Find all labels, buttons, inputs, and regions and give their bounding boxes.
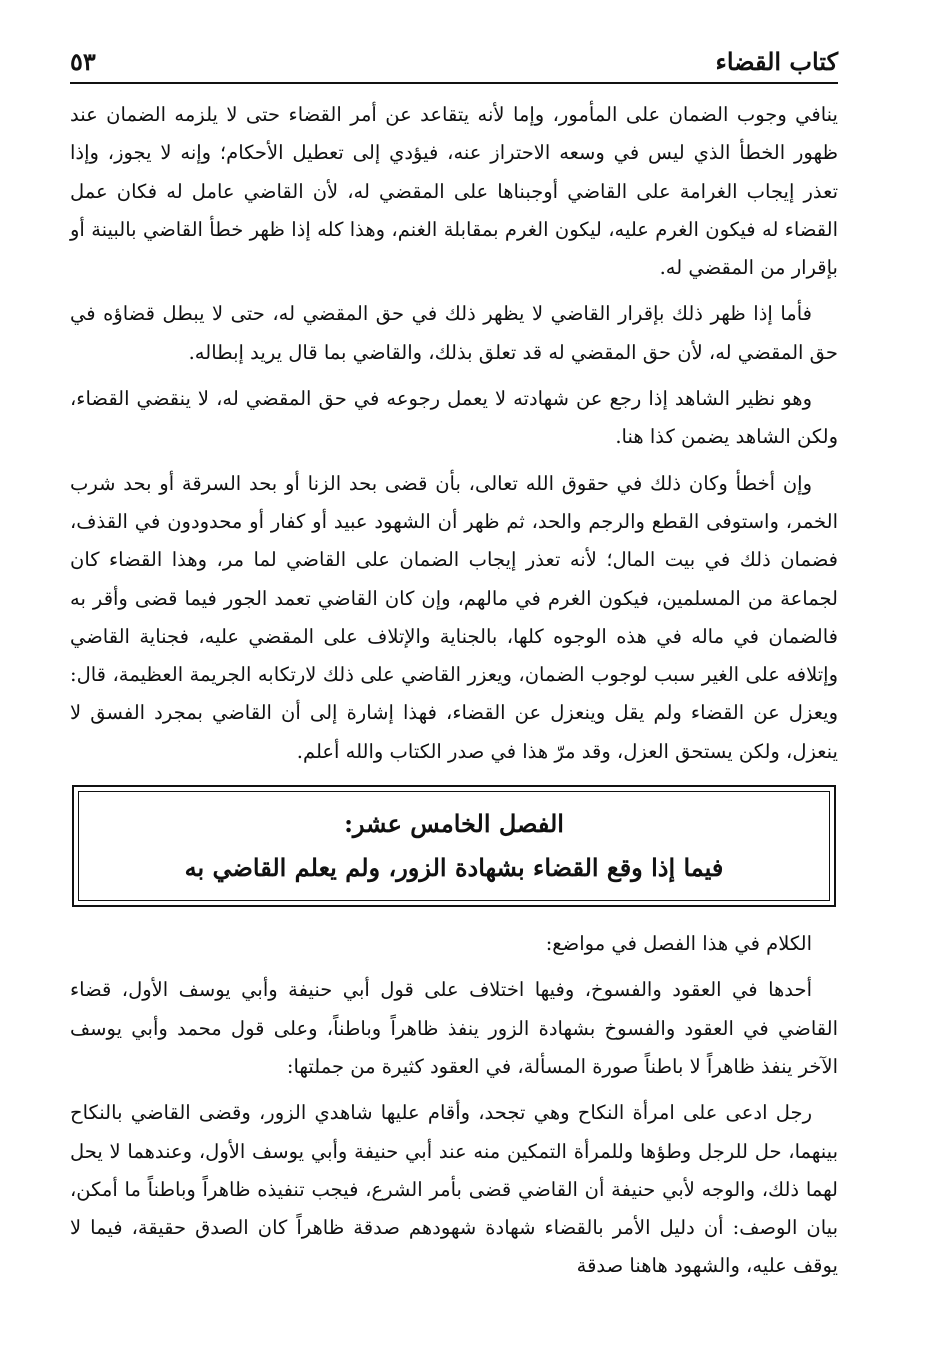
paragraph: أحدها في العقود والفسوخ، وفيها اختلاف على قول أبي حنيفة وأبي يوسف الأول، قضاء القاضي في العقود والفسوخ بشهادة الزور ينفذ ظاهراً وباطناً، وعلى قول محمد وأبي يوسف الآخر ينفذ ظاهراً لا باطناً صورة المسألة، في العقود كثيرة من جملتها: [70,978,838,1078]
page-number: ٥٣ [70,47,96,76]
page-header [70,30,838,84]
paragraph: وإن أخطأ وكان ذلك في حقوق الله تعالى، بأن قضى بحد الزنا أو بحد السرقة أو بحد شرب الخمر، واستوفى القطع والرجم والحد، ثم ظهر أن الشهود عبيد أو كفار أو محدودون في القذف، فضمان ذلك في بيت المال؛ لأنه تعذر إيجاب الضمان على القاضي لما مر، وهذا القضاء كان لجماعة من المسلمين، فيكون الغرم في مالهم، وإن كان القاضي تعمد الجور فيما قضى وأقر به فالضمان في ماله في هذه الوجوه كلها، بالجناية والإتلاف على المقضي عليه، فجناية القاضي وإتلافه على الغير سبب لوجوب الضمان، ويعزر القاضي على ذلك لارتكابه الجريمة العظيمة، قال: ويعزل عن القضاء ولم يقل وينعزل عن القضاء، فهذا إشارة إلى أن القاضي بمجرد الفسق لا ينعزل، ولكن يستحق العزل، وقد مرّ هذا في صدر الكتاب والله أعلم. [70,471,838,763]
page-body [70,96,838,1294]
paragraph: فأما إذا ظهر ذلك بإقرار القاضي لا يظهر ذلك في حق المقضي له، حتى لا يبطل قضاؤه في حق المقضي له، لأن حق المقضي له قد تعلق بذلك، والقاضي بما قال يريد إبطاله. [70,302,838,364]
chapter-subtitle: فيما إذا وقع القضاء بشهادة الزور، ولم يعلم القاضي به [184,853,724,883]
running-title: كتاب القضاء [715,47,838,76]
chapter-title: الفصل الخامس عشر: [344,809,564,839]
paragraph: وهو نظير الشاهد إذا رجع عن شهادته لا يعمل رجوعه في حق المقضي له، لا ينقضي القضاء، ولكن الشاهد يضمن كذا هنا. [70,387,838,449]
paragraph: رجل ادعى على امرأة النكاح وهي تجحد، وأقام عليها شاهدي الزور، وقضى القاضي بالنكاح بينهما، حل للرجل وطؤها وللمرأة التمكين منه عند أبي حنيفة وأبي يوسف الأول، وعندهما لا يحل لهما ذلك، والوجه لأبي حنيفة أن القاضي قضى بأمر الشرع، فيجب تنفيذه ظاهراً وباطناً ما أمكن، بيان الوصف: أن دليل الأمر بالقضاء شهادة شهودهم صدقة ظاهراً كان الصدق حقيقة، فيما لا يوقف عليه، والشهود هاهنا صدقة [70,1101,838,1278]
chapter-heading-frame [72,785,836,907]
paragraph: الكلام في هذا الفصل في مواضع: [545,932,812,956]
paragraph: ينافي وجوب الضمان على المأمور، وإما لأنه يتقاعد عن أمر القضاء حتى لا يلزمه الضمان عند ظهور الخطأ الذي ليس في وسعه الاحتراز عنه، فيؤدي إلى تعطيل الأحكام؛ وإنه لا يجوز، وإذا تعذر إيجاب الغرامة على القاضي أوجبناها على المقضي له، لأن القاضي عامل له فكان عمل القضاء له فيكون الغرم عليه، ليكون الغرم بمقابلة الغنم، وهذا كله إذا ظهر خطأ القاضي بالبينة أو بإقرار من المقضي له. [70,103,838,280]
